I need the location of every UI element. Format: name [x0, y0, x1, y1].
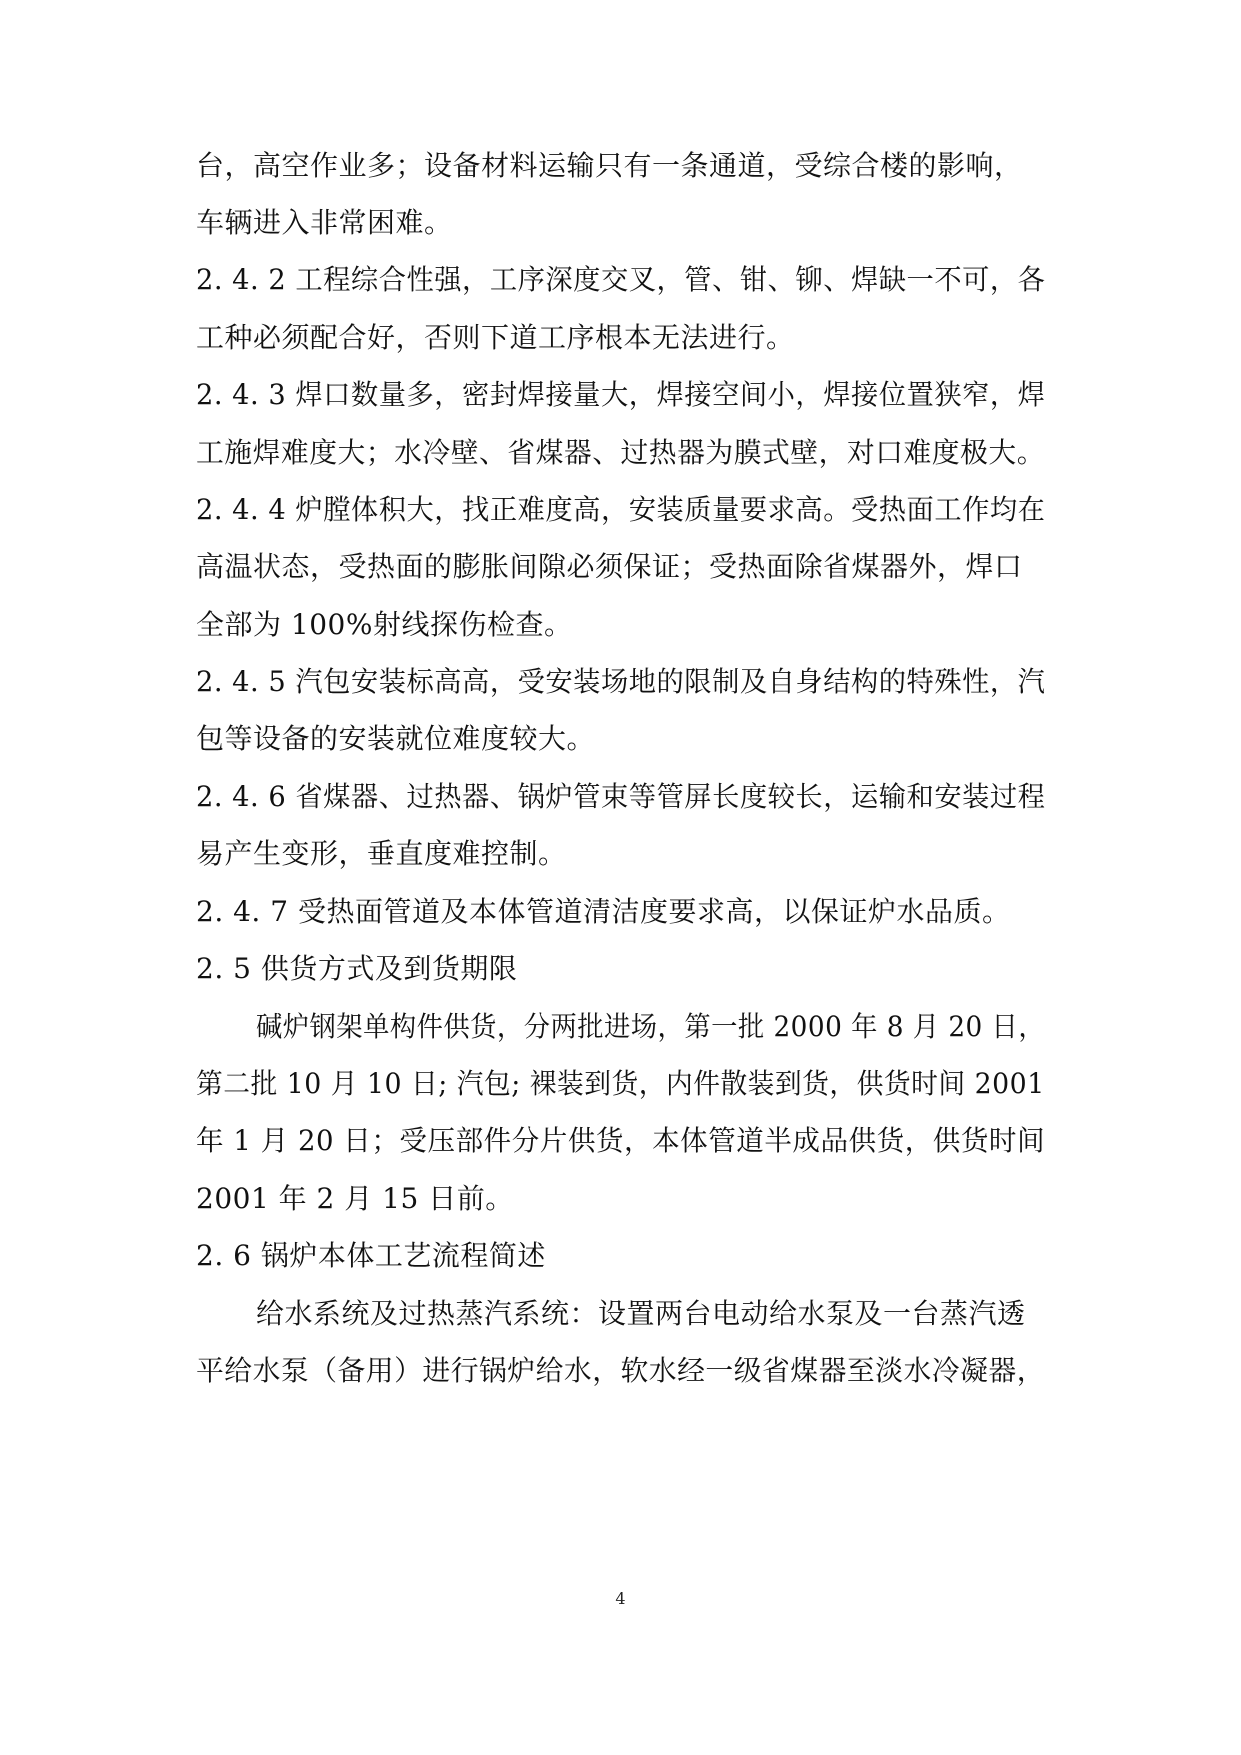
body-text-line: 全部为 100%射线探伤检查。: [196, 608, 573, 641]
section-heading: 2. 5 供货方式及到货期限: [196, 952, 518, 985]
body-text-line: 平给水泵（备用）进行锅炉给水，软水经一级省煤器至淡水冷凝器，: [196, 1354, 1046, 1387]
body-text-line: 2. 4. 6 省煤器、过热器、锅炉管束等管屏长度较长，运输和安装过程: [196, 780, 1046, 813]
body-text-line: 台，高空作业多；设备材料运输只有一条通道，受综合楼的影响，: [196, 149, 1023, 182]
body-text-line: 高温状态，受热面的膨胀间隙必须保证；受热面除省煤器外，焊口: [196, 550, 1023, 583]
body-text-line: 易产生变形，垂直度难控制。: [196, 837, 567, 870]
body-text-line: 车辆进入非常困难。: [196, 206, 453, 239]
body-text-line: 2. 4. 3 焊口数量多，密封焊接量大，焊接空间小，焊接位置狭窄，焊: [196, 378, 1046, 411]
body-text-line: 第二批 10 月 10 日; 汽包; 裸装到货，内件散装到货，供货时间 2001: [196, 1067, 1045, 1100]
body-text-line: 2. 4. 4 炉膛体积大，找正难度高，安装质量要求高。受热面工作均在: [196, 493, 1046, 526]
body-text-line: 2. 4. 5 汽包安装标高高，受安装场地的限制及自身结构的特殊性，汽: [196, 665, 1046, 698]
body-text-line: 2. 4. 7 受热面管道及本体管道清洁度要求高，以保证炉水品质。: [196, 895, 1011, 928]
body-text-line: 给水系统及过热蒸汽系统：设置两台电动给水泵及一台蒸汽透: [256, 1297, 1026, 1330]
body-text-line: 工施焊难度大；水冷壁、省煤器、过热器为膜式壁，对口难度极大。: [196, 436, 1046, 469]
body-text-line: 2. 4. 2 工程综合性强，工序深度交叉，管、钳、铆、焊缺一不可，各: [196, 263, 1046, 296]
body-text-line: 包等设备的安装就位难度较大。: [196, 722, 596, 755]
body-text-line: 工种必须配合好，否则下道工序根本无法进行。: [196, 321, 795, 354]
body-text-line: 2001 年 2 月 15 日前。: [196, 1182, 514, 1215]
body-text-line: 年 1 月 20 日；受压部件分片供货，本体管道半成品供货，供货时间: [196, 1124, 1046, 1157]
body-text-line: 碱炉钢架单构件供货，分两批进场，第一批 2000 年 8 月 20 日，: [256, 1010, 1046, 1043]
section-heading: 2. 6 锅炉本体工艺流程简述: [196, 1239, 546, 1272]
page-number: 4: [615, 1589, 626, 1608]
